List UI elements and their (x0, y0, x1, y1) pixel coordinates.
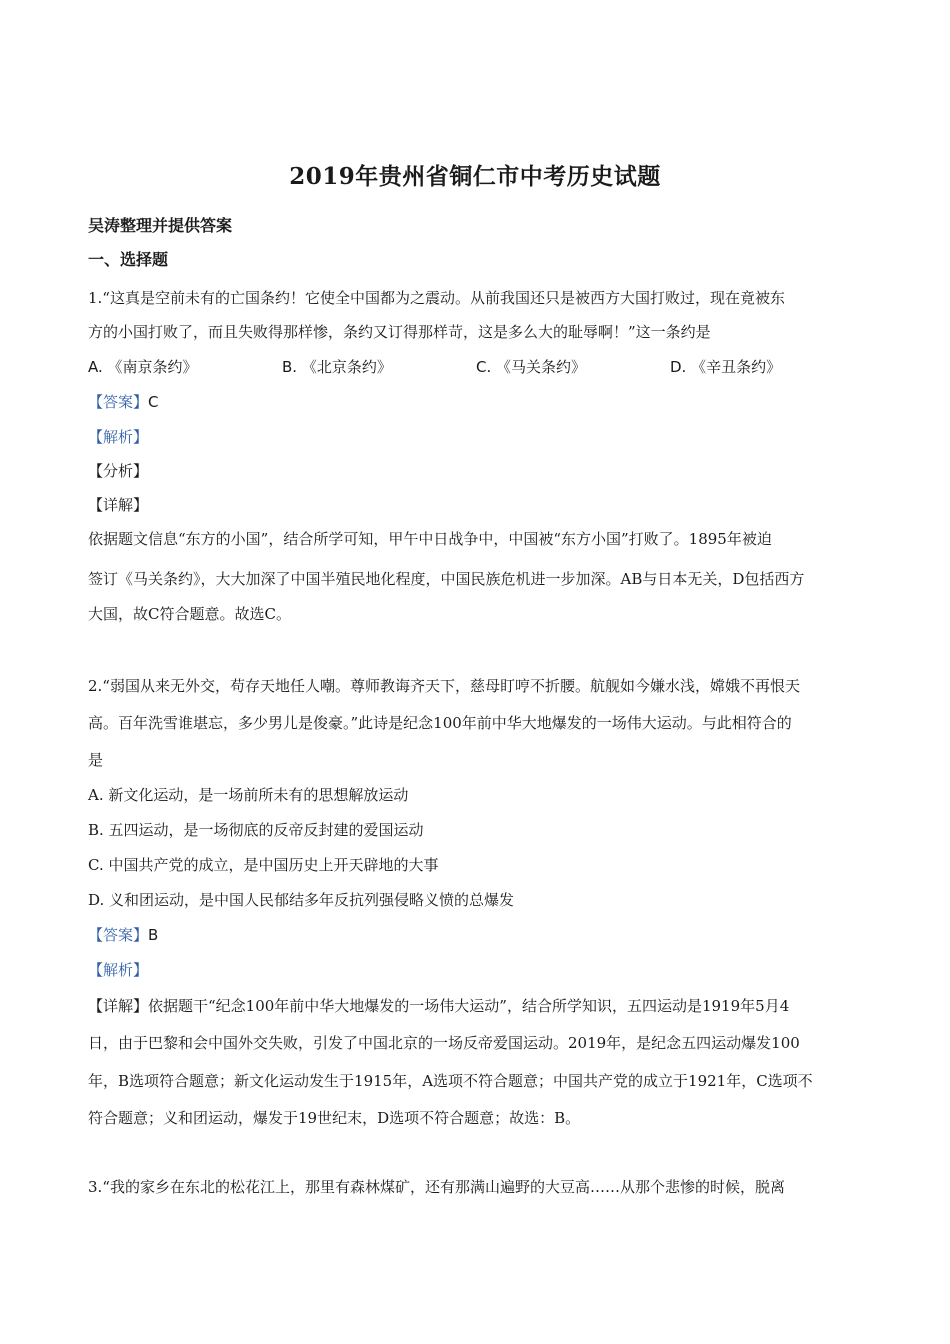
q2-option-c: C. 中国共产党的成立，是中国历史上开天辟地的大事 (88, 856, 439, 874)
q2-detail-line3: 年，B选项符合题意；新文化运动发生于1915年，A选项不符合题意；中国共产党的成立于1921年，C选项不 (88, 1072, 813, 1090)
author-line: 吴涛整理并提供答案 (88, 216, 233, 235)
document-title: 2019年贵州省铜仁市中考历史试题 (289, 163, 661, 190)
section-heading: 一、选择题 (88, 250, 169, 269)
q2-detail-line4: 符合题意；义和团运动，爆发于19世纪末，D选项不符合题意；故选：B。 (88, 1109, 581, 1127)
q1-answer-value: C (148, 393, 159, 411)
q1-option-d: D. 《辛丑条约》 (670, 358, 782, 376)
q1-option-b: B. 《北京条约》 (282, 358, 392, 376)
q1-answer (88, 392, 868, 412)
q1-detail-line3: 大国，故C符合题意。故选C。 (88, 605, 291, 623)
q2-stem-line2: 高。百年洗雪谁堪忘，多少男儿是俊豪。”此诗是纪念100年前中华大地爆发的一场伟大运动。与此相符合的 (88, 714, 792, 732)
q1-detail-line1: 依据题文信息“东方的小国”，结合所学可知，甲午中日战争中，中国被“东方小国”打败了。1895年被迫 (88, 530, 772, 548)
q1-options (88, 356, 868, 378)
q2-option-b: B. 五四运动，是一场彻底的反帝反封建的爱国运动 (88, 821, 424, 839)
q2-option-a: A. 新文化运动，是一场前所未有的思想解放运动 (88, 786, 409, 804)
q1-detail-line2: 签订《马关条约》，大大加深了中国半殖民地化程度，中国民族危机进一步加深。AB与日本无关，D包括西方 (88, 570, 805, 588)
q3-stem-line1: 3.“我的家乡在东北的松花江上，那里有森林煤矿，还有那满山遍野的大豆高……从那个悲惨的时候，脱离 (88, 1178, 785, 1196)
q1-stem-line1: 1.“这真是空前未有的亡国条约！它使全中国都为之震动。从前我国还只是被西方大国打败过，现在竟被东 (88, 289, 785, 307)
q2-answer-tag: 【答案】 (88, 926, 149, 944)
q2-detail-line1: 【详解】依据题干“纪念100年前中华大地爆发的一场伟大运动”，结合所学知识，五四运动是1919年5月4 (88, 997, 790, 1015)
q2-answer (88, 925, 868, 945)
q2-stem-line1: 2.“弱国从来无外交，苟存天地任人嘲。尊师教诲齐天下，慈母盯哼不折腰。航舰如今嫌水浅，嫦娥不再恨天 (88, 677, 800, 695)
q1-option-c: C. 《马关条约》 (476, 358, 587, 376)
q1-detail-tag: 【详解】 (88, 496, 149, 514)
q1-stem-line2: 方的小国打败了，而且失败得那样惨，条约又订得那样苛，这是多么大的耻辱啊！”这一条约是 (88, 323, 711, 341)
q1-option-a: A. 《南京条约》 (88, 358, 198, 376)
q1-answer-tag: 【答案】 (88, 393, 149, 411)
q2-analysis-tag: 【解析】 (88, 961, 149, 979)
q2-detail-line2: 日，由于巴黎和会中国外交失败，引发了中国北京的一场反帝爱国运动。2019年，是纪念五四运动爆发100 (88, 1034, 800, 1052)
q2-option-d: D. 义和团运动，是中国人民郁结多年反抗列强侵略义愤的总爆发 (88, 891, 515, 909)
q2-answer-value: B (148, 926, 159, 944)
q1-fenxi-tag: 【分析】 (88, 462, 149, 480)
q1-analysis-tag: 【解析】 (88, 428, 149, 446)
q2-stem-line3: 是 (88, 751, 104, 769)
